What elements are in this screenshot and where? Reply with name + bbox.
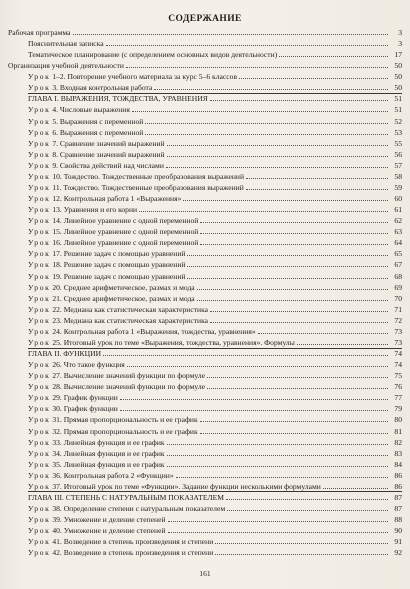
toc-entry-prefix: Урок (28, 426, 51, 436)
toc-entry (0, 293, 410, 304)
toc-entry-title: 4. Числовые выражения (52, 105, 130, 115)
toc-entry (0, 536, 410, 547)
toc-entry (0, 326, 410, 337)
toc-page-number: 65 (394, 249, 402, 259)
dot-leader (215, 543, 388, 544)
toc-entry-prefix: Урок (28, 393, 51, 403)
dot-leader (145, 123, 388, 124)
toc-chapter-heading (0, 93, 410, 104)
toc-page-number: 71 (394, 304, 402, 314)
toc-entry (0, 226, 410, 237)
toc-entry-prefix: Урок (28, 205, 51, 215)
toc-page-number: 55 (394, 138, 402, 148)
toc-entry-title: 37. Итоговый урок по теме «Функции». Задание функции несколькими формулами (52, 481, 321, 491)
toc-entry-title: 22. Медиана как статистическая характеристика (52, 304, 209, 314)
toc-entry (0, 525, 410, 536)
toc-entry-title: 9. Свойства действий над числами (52, 160, 164, 170)
dot-leader (183, 200, 388, 201)
toc-entry (0, 116, 410, 127)
toc-entry-prefix: Урок (28, 360, 51, 370)
toc-entry-title: 39. Умножение и деление степеней (52, 515, 166, 525)
toc-entry (0, 392, 410, 403)
toc-page-number: 83 (394, 448, 402, 458)
dot-leader (246, 189, 388, 190)
toc-entry-title: 24. Контрольная работа 1 «Выражения, тождества, уравнения» (52, 326, 256, 336)
toc-entry-title: 19. Решение задач с помощью уравнений (52, 271, 186, 281)
toc-entry-prefix: Урок (28, 437, 51, 447)
toc-page-number: 59 (394, 182, 402, 192)
toc-page-number: 88 (394, 515, 402, 525)
dot-leader (73, 34, 388, 35)
toc-entry-prefix: Урок (28, 249, 51, 259)
toc-entry (0, 426, 410, 437)
toc-page-number: 70 (394, 293, 402, 303)
toc-page-number: 82 (394, 437, 402, 447)
dot-leader (187, 255, 388, 256)
dot-leader (215, 554, 388, 555)
toc-entry-title: 31. Прямая пропорциональность и ее график (52, 415, 198, 425)
dot-leader (120, 410, 388, 411)
dot-leader (200, 222, 388, 223)
dot-leader (127, 366, 388, 367)
dot-leader (103, 355, 388, 356)
dot-leader (227, 510, 388, 511)
toc-entry (0, 315, 410, 326)
toc-entry (0, 193, 410, 204)
toc-entry-title: 28. Вычисление значений функции по формуле (52, 382, 206, 392)
dot-leader (176, 477, 388, 478)
toc-entry (0, 237, 410, 248)
toc-entry-title: 1–2. Повторение учебного материала за курс 5–6 классов (52, 72, 238, 82)
toc-entry (0, 171, 410, 182)
toc-entry-prefix: Урок (28, 326, 51, 336)
chapter-title: ГЛАВА I. ВЫРАЖЕНИЯ, ТОЖДЕСТВА, УРАВНЕНИЯ (28, 94, 208, 104)
toc-entry (0, 149, 410, 160)
toc-entry-title: 42. Возведение в степень произведения и степени (52, 548, 214, 558)
toc-page-number: 87 (394, 492, 402, 502)
toc-entry-title: Рабочая программа (8, 28, 71, 37)
dot-leader (323, 488, 388, 489)
dot-leader (166, 167, 388, 168)
toc-entry-prefix: Урок (28, 548, 51, 558)
toc-entry-prefix: Урок (28, 515, 51, 525)
toc-entry-prefix: Урок (28, 537, 51, 547)
toc-entry (0, 38, 410, 49)
toc-page-number: 81 (394, 426, 402, 436)
toc-entry-prefix: Урок (28, 337, 51, 347)
toc-entry-prefix: Урок (28, 116, 51, 126)
toc-entry (0, 448, 410, 459)
toc-entry-title: 35. Линейная функция и ее график (52, 459, 165, 469)
toc-page-number: 80 (394, 415, 402, 425)
dot-leader (167, 466, 388, 467)
toc-entry-title: 36. Контрольная работа 2 «Функции» (52, 470, 174, 480)
toc-entry-prefix: Урок (28, 282, 51, 292)
dot-leader (132, 111, 388, 112)
toc-page-number: 3 (398, 28, 402, 37)
toc-page-number: 77 (394, 393, 402, 403)
chapter-title: ГЛАВА III. СТЕПЕНЬ С НАТУРАЛЬНЫМ ПОКАЗАТЕЛЕМ (28, 492, 224, 502)
chapter-rule (28, 491, 402, 492)
toc-entry (0, 27, 410, 38)
toc-entry (0, 71, 410, 82)
dot-leader (279, 56, 388, 57)
toc-entry-title: 40. Умножение и деление степеней (52, 526, 166, 536)
toc-page-number: 68 (394, 271, 402, 281)
toc-page-number: 73 (394, 337, 402, 347)
toc-entry-prefix: Урок (28, 216, 51, 226)
toc-page-number: 50 (394, 72, 402, 82)
toc-entry-title: 32. Прямая пропорциональность и ее график (52, 426, 198, 436)
toc-entry (0, 248, 410, 259)
toc-entry-prefix: Урок (28, 194, 51, 204)
toc-entry (0, 60, 410, 71)
toc-entry-prefix: Урок (28, 526, 51, 536)
toc-entry (0, 514, 410, 525)
dot-leader (200, 244, 388, 245)
toc-entry-title: 27. Вычисление значений функции по формуле (52, 371, 206, 381)
toc-entry (0, 215, 410, 226)
toc-page-number: 53 (394, 127, 402, 137)
toc-entry (0, 138, 410, 149)
page-number: 161 (199, 569, 211, 578)
dot-leader (226, 499, 388, 500)
dot-leader (258, 333, 388, 334)
toc-page-number: 56 (394, 149, 402, 159)
page-title: СОДЕРЖАНИЕ (168, 14, 242, 24)
toc-entry-title: 18. Решение задач с помощью уравнений (52, 260, 186, 270)
dot-leader (207, 377, 388, 378)
dot-leader (239, 78, 388, 79)
toc-page-number: 76 (394, 382, 402, 392)
dot-leader (187, 278, 388, 279)
dot-leader (297, 344, 388, 345)
dot-leader (207, 388, 388, 389)
toc-entry (0, 271, 410, 282)
chapter-rule (28, 93, 402, 94)
toc-page-number: 57 (394, 160, 402, 170)
toc-entry-prefix: Урок (28, 227, 51, 237)
toc-entry-title: 21. Среднее арифметическое, размах и мода (52, 293, 195, 303)
toc-page-number: 73 (394, 326, 402, 336)
toc-page-number: 64 (394, 238, 402, 248)
dot-leader (210, 100, 388, 101)
toc-entry-title: 5. Выражения с переменной (52, 116, 144, 126)
toc-entry-prefix: Урок (28, 182, 51, 192)
toc-entry-title: 13. Уравнения и его корни (52, 205, 138, 215)
toc-entry-prefix: Урок (28, 382, 51, 392)
toc-entry (0, 304, 410, 315)
dot-leader (246, 178, 388, 179)
toc-entry (0, 459, 410, 470)
toc-page-number: 62 (394, 216, 402, 226)
toc-entry-prefix: Урок (28, 481, 51, 491)
toc-entry (0, 370, 410, 381)
toc-entry-title: 26. Что такое функция (52, 360, 125, 370)
toc-entry-title: 38. Определение степени с натуральным показателем (52, 504, 226, 513)
toc-entry (0, 282, 410, 293)
toc-entry (0, 337, 410, 348)
toc-entry-title: 17. Решение задач с помощью уравнений (52, 249, 186, 259)
toc-page-number: 50 (394, 61, 402, 71)
toc-entry-prefix: Урок (28, 415, 51, 425)
toc-entry (0, 127, 410, 138)
toc-entry-title: 12. Контрольная работа 1 «Выражения» (52, 194, 182, 204)
toc-entry (0, 204, 410, 215)
toc-page-number: 69 (394, 282, 402, 292)
toc-page-number: 51 (394, 94, 402, 104)
toc-entry (0, 547, 410, 558)
toc-entry (0, 359, 410, 370)
toc-page-number: 60 (394, 194, 402, 204)
toc-entry (0, 259, 410, 270)
toc-page-number: 72 (394, 315, 402, 325)
toc-entry (0, 437, 410, 448)
toc-entry-title: Организация учебной деятельности (8, 61, 124, 71)
toc-entry-prefix: Урок (28, 138, 51, 148)
toc-entry-prefix: Урок (28, 83, 51, 93)
toc-entry-title: 11. Тождество. Тождественные преобразования выражений (52, 182, 244, 192)
toc-entry-title: 15. Линейное уравнение с одной переменной (52, 227, 199, 237)
toc-entry-prefix: Урок (28, 271, 51, 281)
toc-chapter-heading (0, 492, 410, 503)
chapter-title: ГЛАВА II. ФУНКЦИИ (28, 349, 102, 359)
toc-entry (0, 160, 410, 171)
toc-chapter-heading (0, 348, 410, 359)
toc-entry-title: 14. Линейное уравнение с одной переменной (52, 216, 199, 226)
toc-entry-title: 23. Медиана как статистическая характеристика (52, 315, 209, 325)
dot-leader (168, 521, 388, 522)
toc-entry-prefix: Урок (28, 72, 51, 82)
dot-leader (197, 289, 388, 290)
toc-entry (0, 381, 410, 392)
toc-page-number: 58 (394, 171, 402, 181)
dot-leader (106, 45, 388, 46)
toc-entry (0, 104, 410, 115)
toc-entry-prefix: Урок (28, 293, 51, 303)
toc-entry-prefix: Урок (28, 459, 51, 469)
dot-leader (200, 433, 388, 434)
dot-leader (200, 421, 388, 422)
toc-page-number: 74 (394, 349, 402, 359)
toc-page-number: 79 (394, 404, 402, 414)
toc-page-number: 63 (394, 227, 402, 237)
toc-entry-title: 29. График функции (52, 393, 118, 403)
toc-page-number: 61 (394, 205, 402, 215)
toc-entry-prefix: Урок (28, 404, 51, 414)
toc-page-number: 86 (394, 470, 402, 480)
toc-entry-prefix: Урок (28, 105, 51, 115)
toc-entry-title: 7. Сравнение значений выражений (52, 138, 165, 148)
dot-leader (210, 311, 388, 312)
toc-entry-prefix: Урок (28, 304, 51, 314)
toc-page-number: 84 (394, 459, 402, 469)
toc-page-number: 86 (394, 481, 402, 491)
toc-entry-prefix: Урок (28, 238, 51, 248)
toc-entry-prefix: Урок (28, 127, 51, 137)
toc-entry (0, 82, 410, 93)
toc-entry-prefix: Урок (28, 448, 51, 458)
dot-leader (145, 134, 388, 135)
toc-entry-prefix: Урок (28, 504, 51, 513)
toc-entry-prefix: Урок (28, 160, 51, 170)
chapter-rule (28, 348, 402, 349)
dot-leader (167, 455, 388, 456)
toc-page-number: 51 (394, 105, 402, 115)
toc-entry-title: Тематическое планирование (с определением основных видов деятельности) (28, 50, 278, 60)
toc-entry-title: 16. Линейное уравнение с одной переменной (52, 238, 199, 248)
toc-entry (0, 414, 410, 425)
dot-leader (120, 399, 388, 400)
toc-entry (0, 470, 410, 481)
toc-entry-title: 6. Выражения с переменной (52, 127, 144, 137)
dot-leader (167, 145, 388, 146)
dot-leader (126, 67, 388, 68)
toc-entry-title: 3. Входная контрольная работа (52, 83, 153, 93)
dot-leader (154, 89, 388, 90)
dot-leader (210, 322, 388, 323)
dot-leader (139, 211, 388, 212)
toc-page-number: 87 (394, 504, 402, 513)
toc-entry-title: 20. Среднее арифметическое, размах и мода (52, 282, 195, 292)
toc-page-number: 74 (394, 360, 402, 370)
toc-entry-title: 10. Тождество. Тождественные преобразования выражений (52, 171, 245, 181)
toc-entry-prefix: Урок (28, 470, 51, 480)
toc-entry (0, 182, 410, 193)
toc-entry-title: Пояснительная записка (28, 39, 104, 49)
toc-entry-title: 25. Итоговый урок по теме «Выражения, тождества, уравнения». Формулы (52, 337, 295, 347)
toc-page-number: 92 (394, 548, 402, 558)
toc-page-number: 52 (394, 116, 402, 126)
toc-entry-prefix: Урок (28, 171, 51, 181)
toc-entry (0, 49, 410, 60)
toc-entry (0, 481, 410, 492)
dot-leader (200, 233, 388, 234)
toc-page-number: 3 (398, 39, 402, 49)
toc-entry-title: 30. График функции (52, 404, 118, 414)
toc-page-number: 90 (394, 526, 402, 536)
toc-entry-title: 8. Сравнение значений выражений (52, 149, 165, 159)
toc-page-number: 17 (394, 50, 402, 60)
toc-page-number: 91 (394, 537, 402, 547)
toc-entry-title: 34. Линейная функция и ее график (52, 448, 165, 458)
toc-page-number: 67 (394, 260, 402, 270)
toc-entry (0, 503, 410, 514)
toc-entry-prefix: Урок (28, 315, 51, 325)
toc-page-number: 50 (394, 83, 402, 93)
toc-page-number: 75 (394, 371, 402, 381)
toc-entry-prefix: Урок (28, 371, 51, 381)
dot-leader (167, 444, 388, 445)
dot-leader (168, 532, 388, 533)
toc-entry (0, 403, 410, 414)
toc-entry-title: 33. Линейная функция и ее график (52, 437, 165, 447)
toc-entry-prefix: Урок (28, 260, 51, 270)
dot-leader (197, 300, 388, 301)
toc-entry-prefix: Урок (28, 149, 51, 159)
dot-leader (167, 156, 388, 157)
toc-entry-title: 41. Возведение в степень произведения и степени (52, 537, 214, 547)
dot-leader (187, 266, 388, 267)
